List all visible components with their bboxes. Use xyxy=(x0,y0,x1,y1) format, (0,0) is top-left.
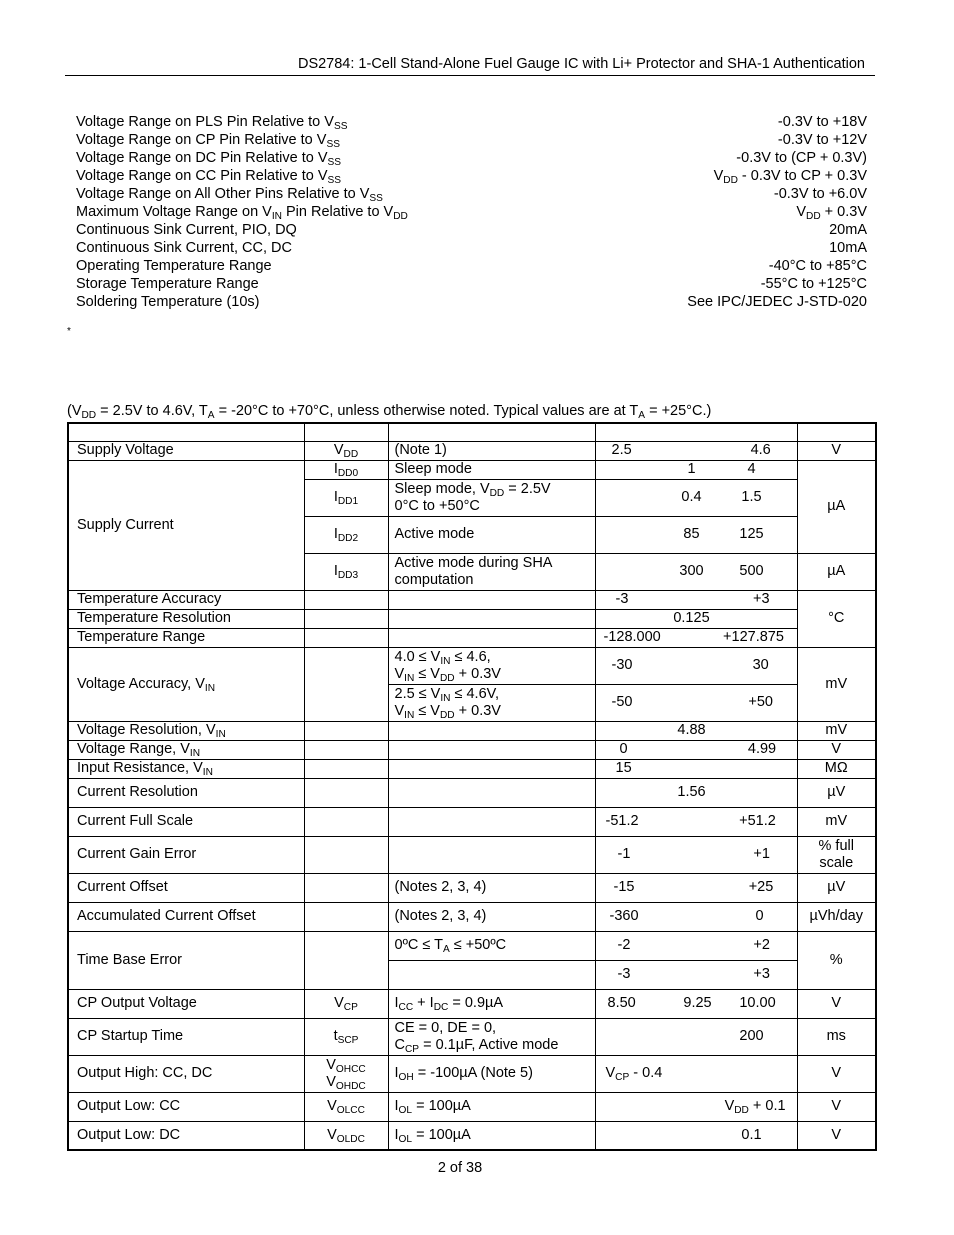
electrical-characteristics-table xyxy=(67,422,877,1151)
header-rule xyxy=(65,75,875,76)
abs-row: Voltage Range on PLS Pin Relative to $V_{SS}$ -0.3V to +18V xyxy=(76,114,867,133)
abs-row: Maximum Voltage Range on $V_{IN}$ Pin Relative to $V_{DD}$ $V_{DD} + 0.3V$ xyxy=(76,204,867,223)
table-row: CP Startup Time $t_{SCP}$ CE = 0, DE = 0, $C_{CP} = 0.1\mu F$, Active mode 200 ms xyxy=(68,1018,876,1055)
footnote-asterisk: * xyxy=(67,326,71,337)
table-row: Temperature Accuracy -3 +3 °C xyxy=(68,590,876,609)
table-row: -3 +3 xyxy=(68,960,876,989)
table-row: Voltage Range, $V_{IN}$ 0 4.99 V xyxy=(68,740,876,759)
abs-row: Voltage Range on CC Pin Relative to $V_{SS}$ $V_{DD} - 0.3V$ to CP + 0.3V xyxy=(76,168,867,187)
table-row: Current Gain Error -1 +1 % full scale xyxy=(68,836,876,873)
table-row: Output High: CC, DC $V_{OHCC}$ $V_{OHDC}$ $I_{OH} = -100\mu A$ (Note 5) $V_{CP} - 0.4$ V xyxy=(68,1055,876,1092)
abs-row: Continuous Sink Current, CC, DC 10mA xyxy=(76,240,867,256)
table-row: $I_{DD1}$ Sleep mode, $V_{DD} = 2.5V$ 0°C to +50°C 0.4 1.5 xyxy=(68,479,876,516)
table-row: Current Offset (Notes 2, 3, 4) -15 +25 µV xyxy=(68,873,876,902)
abs-row: Continuous Sink Current, PIO, DQ 20mA xyxy=(76,222,867,238)
abs-row: Voltage Range on CP Pin Relative to $V_{SS}$ -0.3V to +12V xyxy=(76,132,867,151)
abs-row: Voltage Range on All Other Pins Relative to $V_{SS}$ -0.3V to +6.0V xyxy=(76,186,867,205)
table-row: Supply Voltage $V_{DD}$ (Note 1) 2.5 4.6 V xyxy=(68,441,876,460)
table-row: Time Base Error 0ºC ≤ $T_A$ ≤ +50ºC -2 +2 % xyxy=(68,931,876,960)
table-row: Output Low: CC $V_{OLCC}$ $I_{OL} = 100\mu A$ $V_{DD} + 0.1$ V xyxy=(68,1092,876,1121)
table-row: CP Output Voltage $V_{CP}$ $I_{CC} + I_{DC} = 0.9\mu A$ 8.50 9.25 10.00 V xyxy=(68,989,876,1018)
test-conditions: ($V_{DD} = 2.5V$ to 4.6V, $T_A = -20^\circ C$ to +70°C, unless otherwise noted. Typical values are at $T_A = +25^\circ C$.) xyxy=(67,403,712,422)
table-row: Temperature Resolution 0.125 xyxy=(68,609,876,628)
abs-row: Operating Temperature Range -40°C to +85°C xyxy=(76,258,867,274)
table-row: Voltage Accuracy, $V_{IN}$ $4.0 \le V_{IN} \le 4.6$, $V_{IN} \le V_{DD} + 0.3V$ -30 30 mV xyxy=(68,647,876,684)
table-row: Current Resolution 1.56 µV xyxy=(68,778,876,807)
document-header: DS2784: 1-Cell Stand-Alone Fuel Gauge IC with Li+ Protector and SHA-1 Authentication xyxy=(297,56,865,72)
table-row: Supply Current $I_{DD0}$ Sleep mode 1 4 µA xyxy=(68,460,876,479)
table-row: $I_{DD3}$ Active mode during SHA computation 300 500 µA xyxy=(68,553,876,590)
table-row: $2.5 \le V_{IN} \le 4.6V$, $V_{IN} \le V_{DD} + 0.3V$ -50 +50 xyxy=(68,684,876,721)
table-row: Temperature Range -128.000 +127.875 xyxy=(68,628,876,647)
absolute-max-ratings xyxy=(76,113,867,311)
table-row: Current Full Scale -51.2 +51.2 mV xyxy=(68,807,876,836)
table-row: Voltage Resolution, $V_{IN}$ 4.88 mV xyxy=(68,721,876,740)
abs-row: Storage Temperature Range -55°C to +125°C xyxy=(76,276,867,292)
abs-row: Voltage Range on DC Pin Relative to $V_{SS}$ -0.3V to (CP + 0.3V) xyxy=(76,150,867,169)
table-header-row xyxy=(68,423,876,441)
page-number: 2 of 38 xyxy=(437,1160,483,1176)
abs-row: Soldering Temperature (10s) See IPC/JEDEC J-STD-020 xyxy=(76,294,867,310)
table-row: Accumulated Current Offset (Notes 2, 3, 4) -360 0 µVh/day xyxy=(68,902,876,931)
table-row: Output Low: DC $V_{OLDC}$ $I_{OL} = 100\mu A$ 0.1 V xyxy=(68,1121,876,1150)
table-row: Input Resistance, $V_{IN}$ 15 MΩ xyxy=(68,759,876,778)
table-row: $I_{DD2}$ Active mode 85 125 xyxy=(68,516,876,553)
